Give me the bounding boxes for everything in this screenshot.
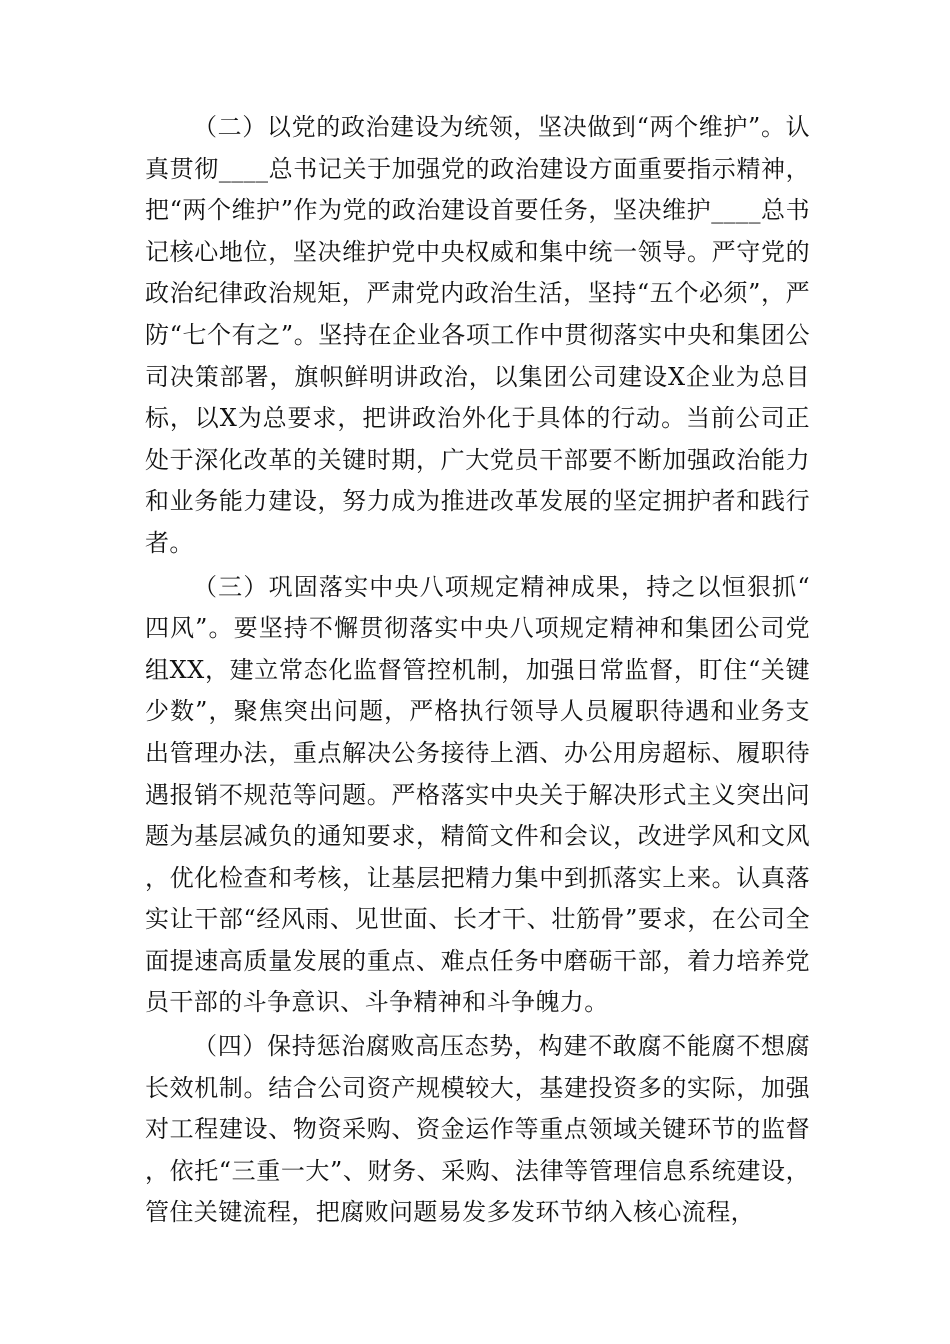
document-body bbox=[145, 107, 810, 1234]
paragraph-section-three: （三）巩固落实中央八项规定精神成果，持之以恒狠抓“四风”。要坚持不懈贯彻落实中央八项规定精神和集团公司党组XX，建立常态化监督管控机制，加强日常监督，盯住“关键少数”，聚焦突出问题，严格执行领导人员履职待遇和业务支出管理办法，重点解决公务接待上酒、办公用房超标、履职待遇报销不规范等问题。严格落实中央关于解决形式主义突出问题为基层减负的通知要求，精简文件和会议，改进学风和文风，优化检查和考核，让基层把精力集中到抓落实上来。认真落实让干部“经风雨、见世面、长才干、壮筋骨”要求，在公司全面提速高质量发展的重点、难点任务中磨砺干部，着力培养党员干部的斗争意识、斗争精神和斗争魄力。 bbox=[145, 572, 810, 1017]
paragraph-section-two: （二）以党的政治建设为统领，坚决做到“两个维护”。认真贯彻____总书记关于加强党的政治建设方面重要指示精神，把“两个维护”作为党的政治建设首要任务，坚决维护____总书记核心地位，坚决维护党中央权威和集中统一领导。严守党的政治纪律政治规矩，严肃党内政治生活，坚持“五个必须”，严防“七个有之”。坚持在企业各项工作中贯彻落实中央和集团公司决策部署，旗帜鲜明讲政治，以集团公司建设X企业为总目标，以X为总要求，把讲政治外化于具体的行动。当前公司正处于深化改革的关键时期，广大党员干部要不断加强政治能力和业务能力建设，努力成为推进改革发展的坚定拥护者和践行者。 bbox=[145, 113, 810, 557]
paragraph-section-four: （四）保持惩治腐败高压态势，构建不敢腐不能腐不想腐长效机制。结合公司资产规模较大，基建投资多的实际，加强对工程建设、物资采购、资金运作等重点领域关键环节的监督，依托“三重一大”、财务、采购、法律等管理信息系统建设，管住关键流程，把腐败问题易发多发环节纳入核心流程， bbox=[145, 1032, 810, 1227]
